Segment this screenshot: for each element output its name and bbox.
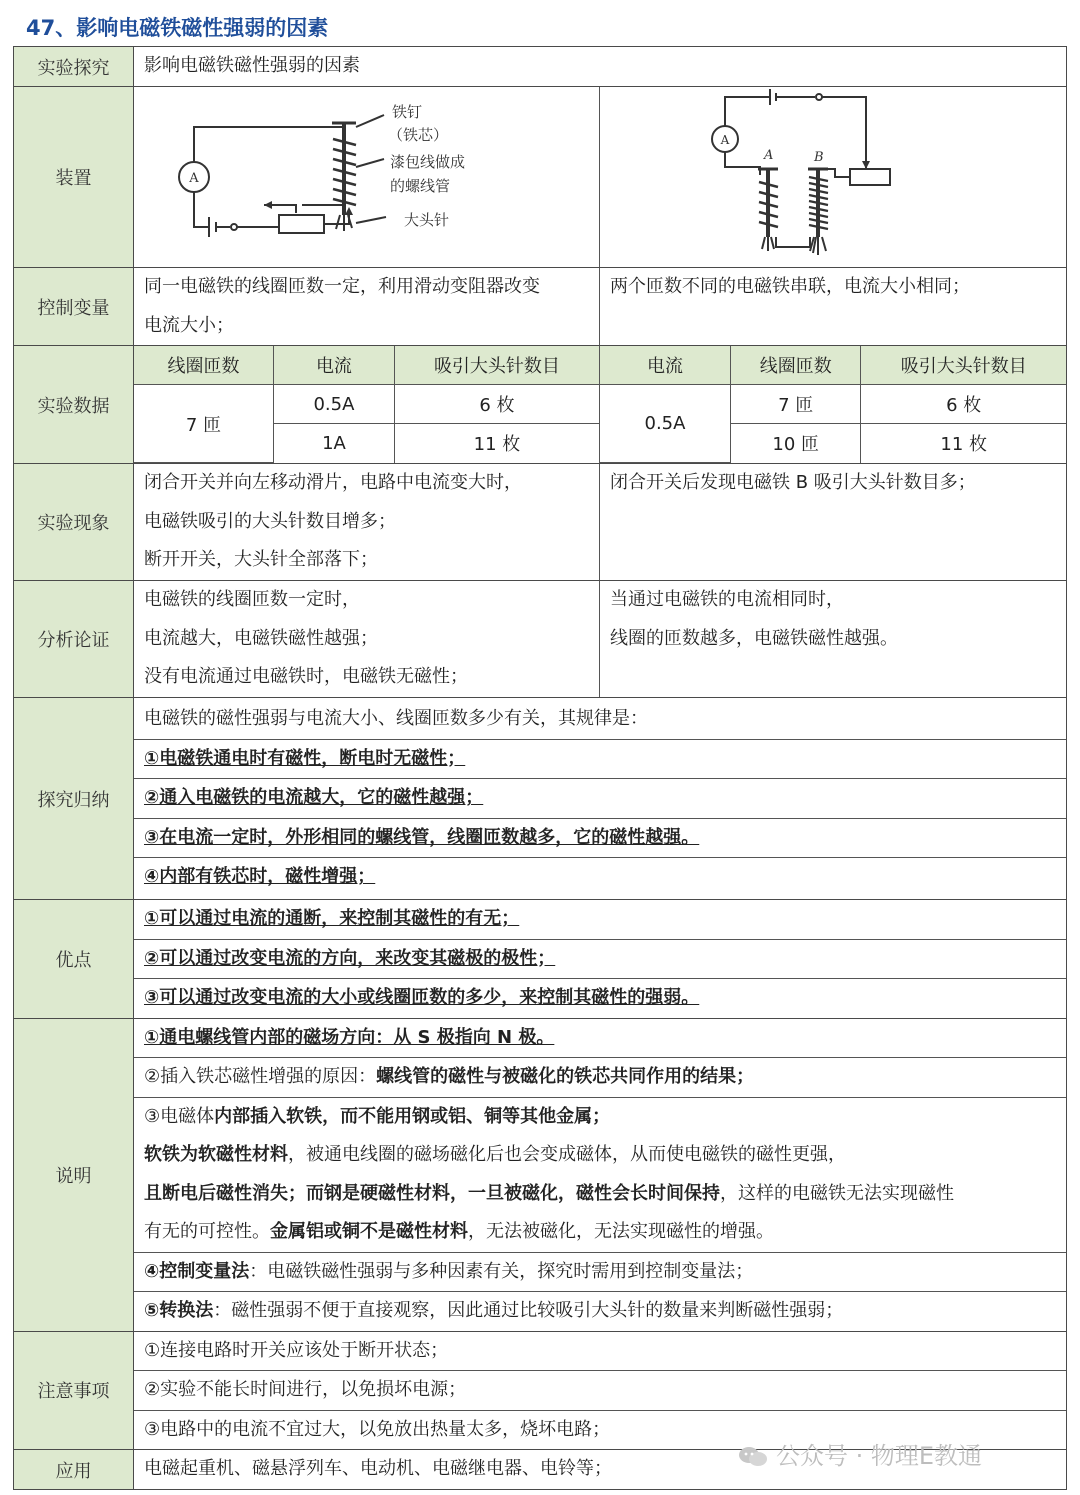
summary-item-1: ①电磁铁通电时有磁性，断电时无磁性； [134, 740, 1066, 780]
note-p3-prefix: 有无的可控性。 [144, 1221, 270, 1242]
header-turns-r: 线圈匝数 [730, 346, 860, 385]
callout-nail: 铁钉 [392, 103, 423, 121]
note-5-bold: ⑤转换法 [144, 1300, 214, 1321]
row-cautions [14, 1331, 1067, 1450]
row-label-advantages: 优点 [14, 900, 134, 1019]
note-1: ①通电螺线管内部的磁场方向：从 S 极指向 N 极。 [134, 1019, 1066, 1059]
ammeter-label: A [189, 171, 199, 186]
cell-pins-1: 6 枚 [394, 385, 599, 424]
watermark [738, 1436, 982, 1471]
ammeter-label-right: A [720, 133, 730, 147]
callout-pins: 大头针 [404, 211, 450, 229]
note-p1-rest: ，被通电线圈的磁场磁化后也会变成磁体，从而使电磁铁的磁性更强， [288, 1144, 846, 1165]
control-left-1: 同一电磁铁的线圈匝数一定，利用滑动变阻器改变 [144, 276, 540, 297]
cell-turns-r-2: 10 匝 [730, 424, 860, 463]
note-4-rest: ：电磁铁磁性强弱与多种因素有关，探究时需用到控制变量法； [249, 1260, 754, 1282]
note-3 [134, 1098, 1066, 1137]
magnet-b-label: B [814, 150, 824, 165]
header-pins: 吸引大头针数目 [394, 346, 599, 385]
wechat-icon [738, 1446, 768, 1468]
explore-text: 影响电磁铁磁性强弱的因素 [144, 55, 360, 77]
advantage-3: ③可以通过改变电流的大小或线圈匝数的多少，来控制其磁性的强弱。 [144, 987, 700, 1008]
row-label-explore: 实验探究 [14, 47, 134, 87]
phenomenon-left-2: 电磁铁吸引的大头针数目增多； [144, 510, 396, 532]
callout-coil: 漆包线做成 [390, 153, 466, 171]
analysis-left-1: 电磁铁的线圈匝数一定时， [144, 589, 360, 610]
summary-item-4: ④内部有铁芯时，磁性增强； [144, 866, 376, 888]
note-p2-bold: 且断电后磁性消失；而钢是硬磁性材料，一旦被磁化，磁性会长时间保持 [144, 1182, 720, 1204]
page-title: 47、影响电磁铁磁性强弱的因素 [26, 16, 329, 40]
note-3-prefix: ③电磁体 [144, 1105, 215, 1127]
row-label-cautions: 注意事项 [14, 1331, 134, 1450]
callout-core: （铁芯） [388, 126, 449, 144]
note-5 [134, 1292, 1066, 1331]
note-4-bold: ④控制变量法 [144, 1260, 250, 1282]
cell-pins-2: 11 枚 [394, 424, 599, 463]
analysis-right-1: 当通过电磁铁的电流相同时， [610, 589, 844, 610]
row-label-data: 实验数据 [14, 346, 134, 464]
row-label-analysis: 分析论证 [14, 581, 134, 698]
note-3-p3 [134, 1213, 1066, 1252]
caution-1: ①连接电路时开关应该处于断开状态； [134, 1332, 1066, 1372]
callout-solenoid: 的螺线管 [390, 177, 451, 195]
phenomenon-right-1: 闭合开关后发现电磁铁 B 吸引大头针数目多； [610, 472, 976, 493]
row-phenomenon [14, 464, 1067, 581]
row-control [14, 268, 1067, 346]
header-pins-r: 吸引大头针数目 [861, 346, 1066, 385]
knowledge-table [13, 46, 1067, 1490]
advantage-2: ②可以通过改变电流的方向，来改变其磁极的极性； [134, 940, 1066, 980]
row-label-summary: 探究归纳 [14, 698, 134, 900]
advantage-1: ①可以通过电流的通断，来控制其磁性的有无； [134, 900, 1066, 940]
header-current-r: 电流 [600, 346, 730, 385]
electromagnet-circuit-diagram [134, 87, 600, 265]
note-2-prefix: ②插入铁芯磁性增强的原因： [144, 1066, 377, 1087]
row-label-control: 控制变量 [14, 268, 134, 346]
cell-pins-r-2: 11 枚 [861, 424, 1066, 463]
note-3-block [134, 1098, 1066, 1253]
note-2-bold: 螺线管的磁性与被磁化的铁芯共同作用的结果； [376, 1066, 755, 1087]
phenomenon-left-3: 断开开关，大头针全部落下； [144, 549, 378, 570]
control-right-1: 两个匝数不同的电磁铁串联，电流大小相同； [610, 276, 970, 297]
header-current: 电流 [274, 346, 395, 385]
caution-3: ③电路中的电流不宜过大，以免放出热量太多，烧坏电路； [144, 1418, 611, 1440]
summary-intro: 电磁铁的磁性强弱与电流大小、线圈匝数多少有关，其规律是： [134, 700, 1066, 740]
row-summary [14, 698, 1067, 900]
note-3-p2 [134, 1175, 1066, 1214]
row-explore [14, 47, 1067, 87]
cell-turns-r-1: 7 匝 [730, 385, 860, 424]
note-p2-rest: ，这样的电磁铁无法实现磁性 [720, 1182, 954, 1204]
row-analysis [14, 581, 1067, 698]
row-label-phenomenon: 实验现象 [14, 464, 134, 581]
caution-2: ②实验不能长时间进行，以免损坏电源； [134, 1371, 1066, 1411]
note-p3-rest: ，无法被磁化，无法实现磁性的增强。 [468, 1221, 774, 1242]
data-table-right [600, 346, 1066, 463]
row-label-application: 应用 [14, 1450, 134, 1490]
summary-item-3: ③在电流一定时，外形相同的螺线管，线圈匝数越多，它的磁性越强。 [134, 819, 1066, 859]
header-turns: 线圈匝数 [134, 346, 274, 385]
cell-pins-r-1: 6 枚 [861, 385, 1066, 424]
row-data [14, 346, 1067, 464]
note-p1-bold: 软铁为软磁性材料 [144, 1144, 288, 1165]
note-5-rest: ：磁性强弱不便于直接观察，因此通过比较吸引大头针的数量来判断磁性强弱； [213, 1300, 844, 1321]
application-text: 电磁起重机、磁悬浮列车、电动机、电磁继电器、电铃等； [144, 1458, 612, 1480]
cell-turns: 7 匝 [134, 385, 274, 463]
row-advantages [14, 900, 1067, 1019]
watermark-text: 公众号 · 物理E教通 [776, 1442, 983, 1470]
data-table-left [134, 346, 599, 463]
note-4 [134, 1253, 1066, 1293]
row-apparatus [14, 87, 1067, 268]
series-electromagnets-diagram [600, 87, 1066, 265]
analysis-left-3: 没有电流通过电磁铁时，电磁铁无磁性； [144, 666, 468, 687]
cell-current-r: 0.5A [600, 385, 730, 463]
row-label-notes: 说明 [14, 1018, 134, 1331]
analysis-right-2: 线圈的匝数越多，电磁铁磁性越强。 [610, 627, 898, 649]
phenomenon-left-1: 闭合开关并向左移动滑片，电路中电流变大时， [144, 472, 522, 493]
note-2 [134, 1058, 1066, 1098]
apparatus-left [134, 87, 600, 267]
control-left-2: 电流大小； [144, 314, 234, 336]
analysis-left-2: 电流越大，电磁铁磁性越强； [144, 627, 378, 649]
row-notes [14, 1018, 1067, 1331]
cell-current-2: 1A [274, 424, 395, 463]
apparatus-right [600, 87, 1066, 267]
note-3-bold: 内部插入软铁，而不能用钢或铝、铜等其他金属； [214, 1105, 611, 1127]
summary-item-2: ②通入电磁铁的电流越大，它的磁性越强； [134, 779, 1066, 819]
note-p3-bold: 金属铝或铜不是磁性材料 [270, 1221, 468, 1242]
note-3-p1 [134, 1136, 1066, 1175]
magnet-a-label: A [764, 148, 774, 163]
cell-current-1: 0.5A [274, 385, 395, 424]
row-label-apparatus: 装置 [14, 87, 134, 268]
